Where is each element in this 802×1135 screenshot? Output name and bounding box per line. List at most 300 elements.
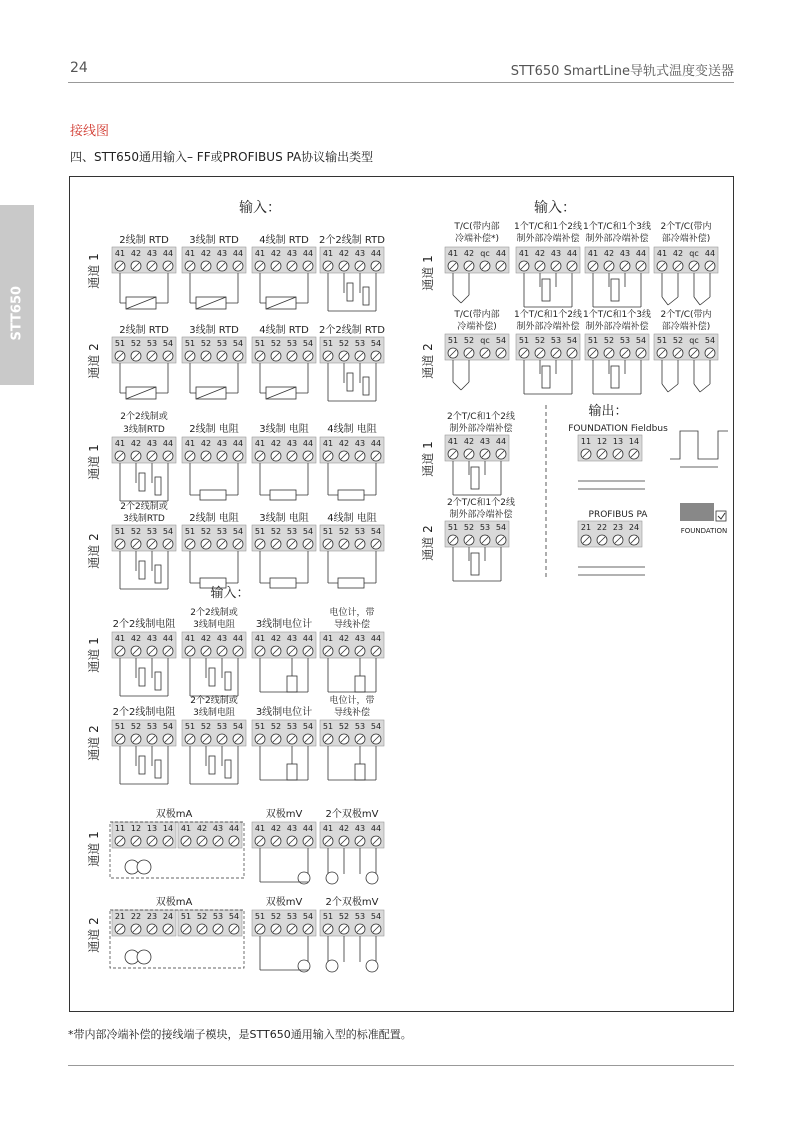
terminal-number: 41 bbox=[322, 634, 334, 643]
terminal-number: 42 bbox=[200, 439, 212, 448]
potentiometer bbox=[355, 676, 365, 692]
terminal-number: 21 bbox=[580, 523, 592, 532]
terminal-number: 42 bbox=[338, 634, 350, 643]
terminal-number: 52 bbox=[603, 336, 615, 345]
terminal-number: 53 bbox=[146, 722, 158, 731]
terminal-number: 41 bbox=[322, 249, 334, 258]
label-res4: 4线制 电阻 bbox=[327, 424, 377, 435]
terminal-number: 52 bbox=[338, 527, 350, 536]
wire bbox=[662, 297, 668, 305]
terminal-number: 53 bbox=[354, 722, 366, 731]
terminal-number: 42 bbox=[603, 249, 615, 258]
label-pot-cj-a-ch2: 电位计，带 bbox=[329, 696, 375, 706]
input-header-left: 输入： bbox=[239, 200, 281, 216]
foundation-logo-text: FOUNDATION bbox=[680, 527, 728, 535]
cj-sensor bbox=[542, 366, 550, 388]
label-profibus: PROFIBUS PA bbox=[588, 510, 648, 520]
terminal-number: 42 bbox=[338, 249, 350, 258]
terminal-number: 44 bbox=[302, 634, 314, 643]
resistor bbox=[338, 578, 364, 588]
terminal-number: 52 bbox=[200, 339, 212, 348]
terminal-number: 43 bbox=[354, 634, 366, 643]
label-rtd4-ch2: 4线制 RTD bbox=[259, 325, 309, 336]
terminal-number: 54 bbox=[232, 722, 244, 731]
terminal-number: 51 bbox=[254, 527, 266, 536]
terminal-number: 51 bbox=[322, 339, 334, 348]
terminal-number: 42 bbox=[672, 249, 684, 258]
terminal-number: qc bbox=[689, 249, 699, 258]
label-tc2-2w-a-ch2: 2个T/C和1个2线 bbox=[447, 498, 515, 508]
cj-sensor bbox=[471, 553, 479, 575]
terminal-number: 43 bbox=[286, 439, 298, 448]
terminal-number: 44 bbox=[228, 824, 240, 833]
wire bbox=[662, 384, 668, 392]
terminal-number: qc bbox=[480, 249, 490, 258]
label-rtd223-a: 2个2线制或 bbox=[120, 412, 168, 422]
side-tab-label bbox=[10, 315, 25, 341]
wire bbox=[694, 297, 700, 305]
label-res3-ch2: 3线制 电阻 bbox=[259, 513, 309, 524]
element-b bbox=[225, 672, 231, 690]
label-rtd2-ch2: 2线制 RTD bbox=[119, 325, 169, 336]
terminal-number: 14 bbox=[628, 437, 640, 446]
element-b bbox=[155, 565, 161, 583]
channel2-label-tc: 通道 2 bbox=[421, 343, 435, 379]
wire bbox=[461, 382, 469, 390]
terminal-number: 42 bbox=[196, 824, 208, 833]
label-tc1-2w-a-ch2: 1个T/C和1个2线 bbox=[514, 310, 582, 320]
label-tc1-3w-a: 1个T/C和1个3线 bbox=[583, 222, 651, 232]
element-a bbox=[209, 668, 215, 686]
terminal-number: 43 bbox=[212, 824, 224, 833]
channel2-label-pot: 通道 2 bbox=[87, 725, 101, 761]
label-res2-ch2: 2线制 电阻 bbox=[189, 513, 239, 524]
label-tc2-2w-a: 2个T/C和1个2线 bbox=[447, 412, 515, 422]
terminal-number: 54 bbox=[302, 339, 314, 348]
terminal-number: 54 bbox=[232, 527, 244, 536]
cj-sensor bbox=[542, 279, 550, 301]
channel1-label-mv: 通道 1 bbox=[87, 831, 101, 867]
label-mv-bipolar-ch2: 双极mV bbox=[265, 897, 303, 908]
terminal-number: 23 bbox=[146, 912, 158, 921]
terminal-number: 53 bbox=[286, 722, 298, 731]
element-a bbox=[139, 668, 145, 686]
section-title: 接线图 bbox=[70, 124, 110, 139]
terminal-number: 22 bbox=[596, 523, 608, 532]
terminal-number: 51 bbox=[322, 527, 334, 536]
label-res22-ch2: 2个2线制电阻 bbox=[112, 707, 176, 718]
terminal-number: 53 bbox=[216, 722, 228, 731]
terminal-number: 52 bbox=[463, 523, 475, 532]
terminal-number: 44 bbox=[495, 249, 507, 258]
label-ma-bipolar: 双极mA bbox=[155, 809, 193, 820]
terminal-number: 53 bbox=[550, 336, 562, 345]
terminal-number: 44 bbox=[302, 249, 314, 258]
terminal-number: 52 bbox=[672, 336, 684, 345]
terminal-number: 43 bbox=[216, 249, 228, 258]
terminal-number: 43 bbox=[146, 439, 158, 448]
terminal-number: 54 bbox=[635, 336, 647, 345]
terminal-number: 52 bbox=[270, 722, 282, 731]
element-b bbox=[155, 672, 161, 690]
terminal-number: 44 bbox=[302, 824, 314, 833]
label-rtd4: 4线制 RTD bbox=[259, 235, 309, 246]
terminal-number: 44 bbox=[162, 634, 174, 643]
terminal-number: 52 bbox=[270, 339, 282, 348]
terminal-number: 41 bbox=[518, 249, 530, 258]
terminal-number: 52 bbox=[338, 339, 350, 348]
label-mv-bipolar2: 2个双极mV bbox=[325, 809, 379, 820]
terminal-number: 44 bbox=[162, 439, 174, 448]
terminal-number: 42 bbox=[270, 439, 282, 448]
terminal-number: 13 bbox=[612, 437, 624, 446]
terminal-number: 43 bbox=[479, 437, 491, 446]
terminal-number: 53 bbox=[216, 527, 228, 536]
element-a bbox=[347, 283, 353, 301]
terminal-number: 53 bbox=[354, 527, 366, 536]
terminal-number: 52 bbox=[534, 336, 546, 345]
terminal-number: 43 bbox=[216, 634, 228, 643]
element-a bbox=[139, 473, 145, 491]
label-tc2-a: 2个T/C(带内 bbox=[660, 222, 712, 232]
terminal-number: 54 bbox=[566, 336, 578, 345]
label-rtd22: 2个2线制 RTD bbox=[319, 235, 385, 246]
terminal-number: 44 bbox=[495, 437, 507, 446]
wiring-diagram bbox=[69, 176, 734, 1012]
wiring-diagram-svg bbox=[70, 177, 733, 1011]
terminal-number: 24 bbox=[628, 523, 640, 532]
terminal-number: 53 bbox=[354, 339, 366, 348]
terminal-number: 51 bbox=[518, 336, 530, 345]
label-pot-cj-a: 电位计，带 bbox=[329, 608, 375, 618]
channel1-label-rtd: 通道 1 bbox=[87, 253, 101, 289]
terminal-number: 54 bbox=[495, 336, 507, 345]
terminal-number: 12 bbox=[596, 437, 608, 446]
terminal-number: 41 bbox=[184, 439, 196, 448]
terminal-number: 51 bbox=[254, 912, 266, 921]
ma-source-b bbox=[137, 860, 151, 874]
terminal-number: 41 bbox=[587, 249, 599, 258]
label-tc1-2w-b-ch2: 制外部冷端补偿 bbox=[516, 322, 580, 332]
terminal-number: 54 bbox=[370, 339, 382, 348]
resistor bbox=[270, 490, 296, 500]
terminal-number: 53 bbox=[216, 339, 228, 348]
cj-sensor bbox=[611, 279, 619, 301]
terminal-number: 51 bbox=[114, 722, 126, 731]
terminal-number: 44 bbox=[704, 249, 716, 258]
terminal-number: 41 bbox=[447, 437, 459, 446]
terminal-number: 43 bbox=[354, 249, 366, 258]
label-tc1-3w-b: 制外部冷端补偿 bbox=[585, 234, 649, 244]
terminal-number: 54 bbox=[162, 722, 174, 731]
footnote: *带内部冷端补偿的接线端子模块，是STT650通用输入型的标准配置。 bbox=[68, 1028, 412, 1041]
channel1-label-tc: 通道 1 bbox=[421, 255, 435, 291]
terminal-number: 41 bbox=[184, 634, 196, 643]
foundation-logo-mark bbox=[680, 503, 714, 521]
terminal-number: 53 bbox=[619, 336, 631, 345]
terminal-number: 52 bbox=[130, 527, 142, 536]
terminal-number: 44 bbox=[232, 634, 244, 643]
terminal-number: 51 bbox=[254, 339, 266, 348]
terminal-number: 44 bbox=[370, 439, 382, 448]
terminal-number: 51 bbox=[184, 722, 196, 731]
output-header: 输出： bbox=[588, 404, 628, 419]
mv-source-a bbox=[326, 872, 338, 884]
terminal-number: 43 bbox=[216, 439, 228, 448]
label-mv-bipolar2-ch2: 2个双极mV bbox=[325, 897, 379, 908]
terminal-number: 51 bbox=[656, 336, 668, 345]
terminal-number: 53 bbox=[479, 523, 491, 532]
terminal-number: 53 bbox=[212, 912, 224, 921]
terminal-number: 53 bbox=[146, 527, 158, 536]
terminal-number: 23 bbox=[612, 523, 624, 532]
terminal-number: 42 bbox=[463, 437, 475, 446]
terminal-number: 52 bbox=[196, 912, 208, 921]
terminal-number: 52 bbox=[130, 722, 142, 731]
terminal-number: 44 bbox=[302, 439, 314, 448]
terminal-number: 53 bbox=[286, 339, 298, 348]
terminal-number: 42 bbox=[130, 439, 142, 448]
terminal-number: 51 bbox=[114, 339, 126, 348]
terminal-number: 54 bbox=[370, 722, 382, 731]
terminal-number: 54 bbox=[228, 912, 240, 921]
signal-waveform bbox=[670, 431, 728, 459]
label-pot-cj-b-ch2: 导线补偿 bbox=[333, 708, 371, 718]
terminal-number: 41 bbox=[114, 249, 126, 258]
terminal-number: 42 bbox=[200, 634, 212, 643]
terminal-number: 42 bbox=[463, 249, 475, 258]
terminal-number: 51 bbox=[184, 527, 196, 536]
wire bbox=[453, 295, 461, 303]
terminal-number: 52 bbox=[200, 722, 212, 731]
terminal-number: 51 bbox=[322, 722, 334, 731]
terminal-number: 54 bbox=[704, 336, 716, 345]
resistor bbox=[338, 490, 364, 500]
terminal-number: 44 bbox=[370, 824, 382, 833]
input-header-middle: 输入： bbox=[210, 586, 250, 601]
resistor bbox=[270, 578, 296, 588]
wire bbox=[694, 384, 700, 392]
label-tc-int-b: 冷端补偿*) bbox=[454, 234, 500, 244]
terminal-number: 44 bbox=[566, 249, 578, 258]
terminal-number: 41 bbox=[254, 634, 266, 643]
page-number: 24 bbox=[70, 60, 88, 76]
terminal-number: 54 bbox=[162, 527, 174, 536]
terminal-number: 43 bbox=[619, 249, 631, 258]
label-tc-int2-b: 冷端补偿) bbox=[457, 322, 497, 332]
document-title: STT650 SmartLine导轨式温度变送器 bbox=[510, 64, 734, 79]
terminal-number: 41 bbox=[180, 824, 192, 833]
element-a bbox=[209, 756, 215, 774]
terminal-number: 41 bbox=[447, 249, 459, 258]
terminal-number: 14 bbox=[162, 824, 174, 833]
terminal-number: 41 bbox=[656, 249, 668, 258]
terminal-number: 51 bbox=[180, 912, 192, 921]
terminal-number: 21 bbox=[114, 912, 126, 921]
terminal-number: 52 bbox=[270, 527, 282, 536]
terminal-number: 53 bbox=[286, 527, 298, 536]
label-pot-cj-b: 导线补偿 bbox=[333, 620, 371, 630]
mv-source-a bbox=[326, 960, 338, 972]
terminal-number: qc bbox=[480, 336, 490, 345]
terminal-number: 52 bbox=[338, 722, 350, 731]
label-tc2-a-ch2: 2个T/C(带内 bbox=[660, 310, 712, 320]
terminal-number: 51 bbox=[447, 523, 459, 532]
terminal-number: 41 bbox=[114, 439, 126, 448]
terminal-number: 51 bbox=[254, 722, 266, 731]
wire bbox=[453, 382, 461, 390]
terminal-number: 24 bbox=[162, 912, 174, 921]
terminal-number: 43 bbox=[354, 824, 366, 833]
terminal-number: 53 bbox=[354, 912, 366, 921]
terminal-number: 54 bbox=[302, 722, 314, 731]
terminal-number: 52 bbox=[200, 527, 212, 536]
terminal-number: 51 bbox=[587, 336, 599, 345]
header-divider bbox=[68, 82, 734, 83]
section-subtitle: 四、STT650通用输入– FF或PROFIBUS PA协议输出类型 bbox=[70, 150, 374, 164]
terminal-number: 53 bbox=[146, 339, 158, 348]
wire bbox=[461, 295, 469, 303]
terminal-number: 41 bbox=[254, 824, 266, 833]
terminal-number: 42 bbox=[338, 824, 350, 833]
terminal-number: 54 bbox=[162, 339, 174, 348]
label-rtd3: 3线制 RTD bbox=[189, 235, 239, 246]
terminal-number: 43 bbox=[550, 249, 562, 258]
wire bbox=[700, 384, 710, 392]
label-res223-b: 3线制电阻 bbox=[193, 620, 235, 630]
label-res4-ch2: 4线制 电阻 bbox=[327, 513, 377, 524]
terminal-number: 44 bbox=[370, 249, 382, 258]
terminal-number: 41 bbox=[254, 439, 266, 448]
terminal-number: 12 bbox=[130, 824, 142, 833]
label-rtd223-a-ch2: 2个2线制或 bbox=[120, 502, 168, 512]
label-mv-bipolar: 双极mV bbox=[265, 809, 303, 820]
terminal-number: 22 bbox=[130, 912, 142, 921]
terminal-number: 54 bbox=[370, 527, 382, 536]
wire bbox=[700, 297, 710, 305]
label-tc1-3w-a-ch2: 1个T/C和1个3线 bbox=[583, 310, 651, 320]
terminal-number: 43 bbox=[146, 249, 158, 258]
terminal-number: 43 bbox=[354, 439, 366, 448]
label-rtd2: 2线制 RTD bbox=[119, 235, 169, 246]
terminal-number: 11 bbox=[114, 824, 126, 833]
element-a bbox=[139, 756, 145, 774]
potentiometer bbox=[287, 764, 297, 780]
mv-source-b bbox=[366, 960, 378, 972]
label-res2: 2线制 电阻 bbox=[189, 424, 239, 435]
element-a bbox=[347, 373, 353, 391]
terminal-number: qc bbox=[689, 336, 699, 345]
terminal-number: 54 bbox=[495, 523, 507, 532]
label-res223-a-ch2: 2个2线制或 bbox=[190, 696, 238, 706]
potentiometer bbox=[287, 676, 297, 692]
label-res223-a: 2个2线制或 bbox=[190, 608, 238, 618]
element-b bbox=[363, 287, 369, 305]
terminal-number: 43 bbox=[286, 634, 298, 643]
channel2-label-res: 通道 2 bbox=[87, 533, 101, 569]
terminal-number: 41 bbox=[322, 439, 334, 448]
label-tc1-2w-b: 制外部冷端补偿 bbox=[516, 234, 580, 244]
label-rtd223-b-ch2: 3线制RTD bbox=[123, 514, 165, 524]
mv-source-b bbox=[366, 872, 378, 884]
channel1-label-tc2: 通道 1 bbox=[421, 441, 435, 477]
terminal-number: 43 bbox=[286, 249, 298, 258]
terminal-number: 41 bbox=[114, 634, 126, 643]
wire bbox=[668, 384, 678, 392]
element-b bbox=[155, 477, 161, 495]
element-b bbox=[225, 760, 231, 778]
ma-source-b-ch2 bbox=[137, 950, 151, 964]
terminal-number: 52 bbox=[463, 336, 475, 345]
label-rtd22-ch2: 2个2线制 RTD bbox=[319, 325, 385, 336]
terminal-number: 44 bbox=[232, 249, 244, 258]
terminal-number: 43 bbox=[146, 634, 158, 643]
label-rtd223-b: 3线制RTD bbox=[123, 425, 165, 435]
label-tc2-2w-b-ch2: 制外部冷端补偿 bbox=[449, 510, 513, 520]
cj-sensor bbox=[611, 366, 619, 388]
terminal-number: 11 bbox=[580, 437, 592, 446]
label-tc-int-a: T/C(带内部 bbox=[454, 222, 500, 232]
terminal-number: 43 bbox=[286, 824, 298, 833]
label-ff-fieldbus: FOUNDATION Fieldbus bbox=[568, 424, 668, 434]
element-a bbox=[139, 561, 145, 579]
wire bbox=[668, 297, 678, 305]
terminal-number: 44 bbox=[635, 249, 647, 258]
label-tc2-2w-b: 制外部冷端补偿 bbox=[449, 424, 513, 434]
terminal-number: 52 bbox=[130, 339, 142, 348]
terminal-number: 13 bbox=[146, 824, 158, 833]
label-rtd3-ch2: 3线制 RTD bbox=[189, 325, 239, 336]
terminal-number: 42 bbox=[534, 249, 546, 258]
terminal-number: 42 bbox=[338, 439, 350, 448]
terminal-number: 52 bbox=[270, 912, 282, 921]
label-pot3-ch2: 3线制电位计 bbox=[255, 707, 313, 718]
label-ma-bipolar-ch2: 双极mA bbox=[155, 897, 193, 908]
terminal-number: 41 bbox=[184, 249, 196, 258]
terminal-number: 51 bbox=[114, 527, 126, 536]
terminal-number: 52 bbox=[338, 912, 350, 921]
terminal-number: 51 bbox=[184, 339, 196, 348]
channel2-label-rtd: 通道 2 bbox=[87, 343, 101, 379]
resistor bbox=[200, 490, 226, 500]
channel2-label-tc2: 通道 2 bbox=[421, 525, 435, 561]
terminal-number: 54 bbox=[302, 527, 314, 536]
terminal-number: 54 bbox=[370, 912, 382, 921]
element-b bbox=[155, 760, 161, 778]
label-tc1-3w-b-ch2: 制外部冷端补偿 bbox=[585, 322, 649, 332]
channel1-label-res: 通道 1 bbox=[87, 444, 101, 480]
channel1-label-pot: 通道 1 bbox=[87, 637, 101, 673]
terminal-number: 42 bbox=[130, 634, 142, 643]
label-pot3: 3线制电位计 bbox=[255, 619, 313, 630]
channel2-label-mv: 通道 2 bbox=[87, 917, 101, 953]
terminal-number: 54 bbox=[302, 912, 314, 921]
label-tc2-b-ch2: 部冷端补偿) bbox=[661, 322, 711, 332]
label-tc1-2w-a: 1个T/C和1个2线 bbox=[514, 222, 582, 232]
terminal-number: 44 bbox=[162, 249, 174, 258]
terminal-number: 41 bbox=[254, 249, 266, 258]
element-b bbox=[363, 377, 369, 395]
terminal-number: 42 bbox=[130, 249, 142, 258]
terminal-number: 42 bbox=[270, 634, 282, 643]
terminal-number: 53 bbox=[286, 912, 298, 921]
label-res22: 2个2线制电阻 bbox=[112, 619, 176, 630]
terminal-number: 42 bbox=[200, 249, 212, 258]
input-header-right: 输入： bbox=[534, 200, 576, 216]
footer-divider bbox=[68, 1065, 734, 1066]
terminal-number: 41 bbox=[322, 824, 334, 833]
label-res223-b-ch2: 3线制电阻 bbox=[193, 708, 235, 718]
